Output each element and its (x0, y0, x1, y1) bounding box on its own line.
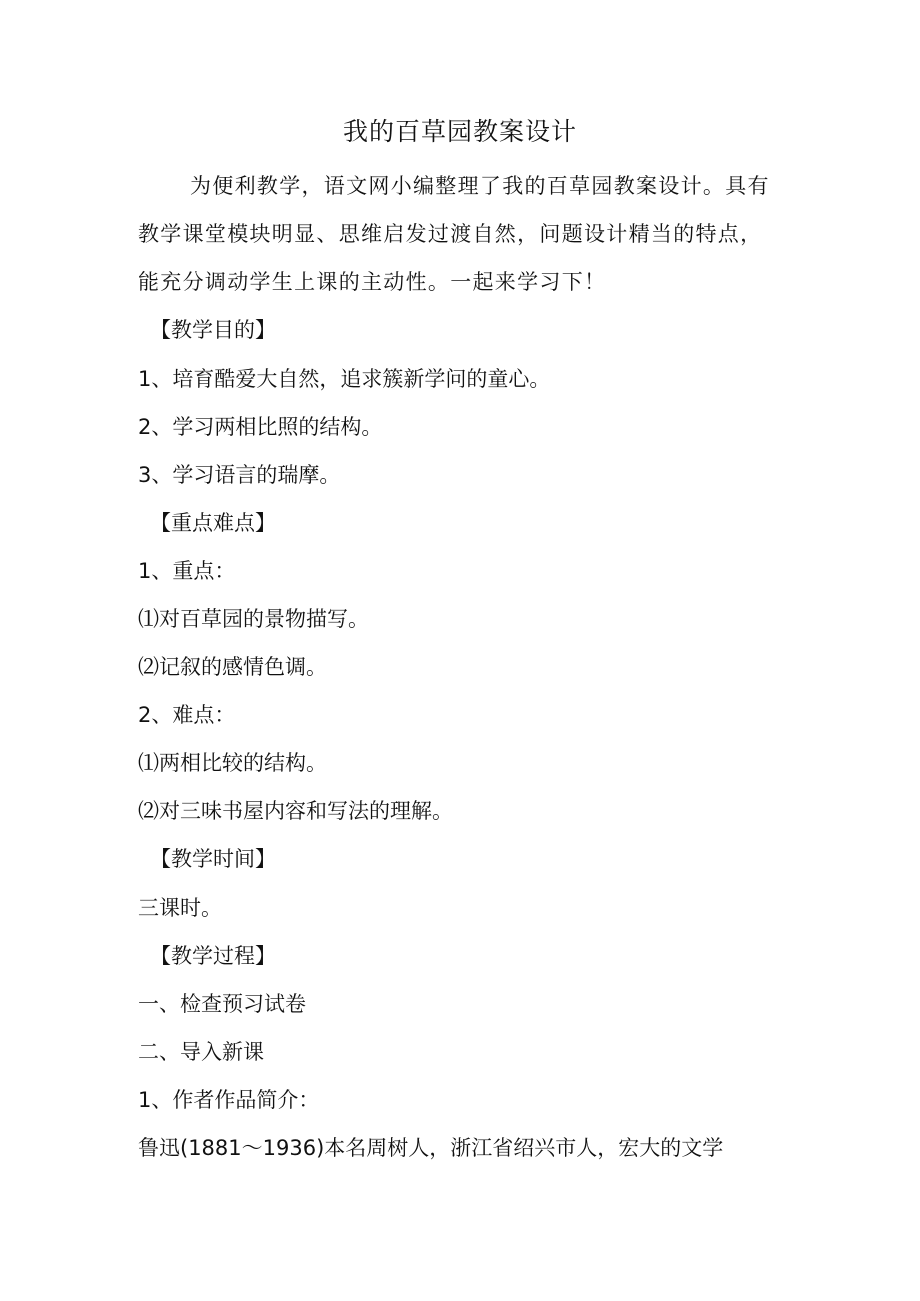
process-item-1: 一、检查预习试卷 (138, 992, 306, 1016)
intro-line-3: 能充分调动学生上课的主动性。一起来学习下！ (138, 270, 607, 294)
process-item-4: 鲁迅(1881～1936)本名周树人，浙江省绍兴市人，宏大的文学 (138, 1136, 724, 1160)
key-item-1: ⑴对百草园的景物描写。 (138, 607, 369, 631)
process-item-3: 1、作者作品简介： (138, 1088, 320, 1112)
goal-item-3: 3、学习语言的瑞摩。 (138, 463, 341, 487)
key-item-2: ⑵记叙的感情色调。 (138, 655, 327, 679)
difficult-item-1: ⑴两相比较的结构。 (138, 751, 327, 775)
process-item-2: 二、导入新课 (138, 1040, 264, 1064)
key-heading: 【重点难点】 (150, 511, 276, 535)
process-heading: 【教学过程】 (150, 944, 276, 968)
key-label: 1、重点： (138, 559, 236, 583)
intro-line-2: 教学课堂模块明显、思维启发过渡自然，问题设计精当的特点， (138, 222, 763, 246)
time-value: 三课时。 (138, 896, 222, 920)
time-heading: 【教学时间】 (150, 847, 276, 871)
document-title: 我的百草园教案设计 (342, 117, 577, 146)
difficult-item-2: ⑵对三味书屋内容和写法的理解。 (138, 799, 453, 823)
goals-heading: 【教学目的】 (150, 318, 276, 342)
goal-item-2: 2、学习两相比照的结构。 (138, 415, 383, 439)
difficult-label: 2、难点： (138, 703, 236, 727)
goal-item-1: 1、培育酷爱大自然，追求簇新学问的童心。 (138, 367, 551, 391)
intro-line-1: 为便利教学，语文网小编整理了我的百草园教案设计。具有 (190, 174, 770, 198)
